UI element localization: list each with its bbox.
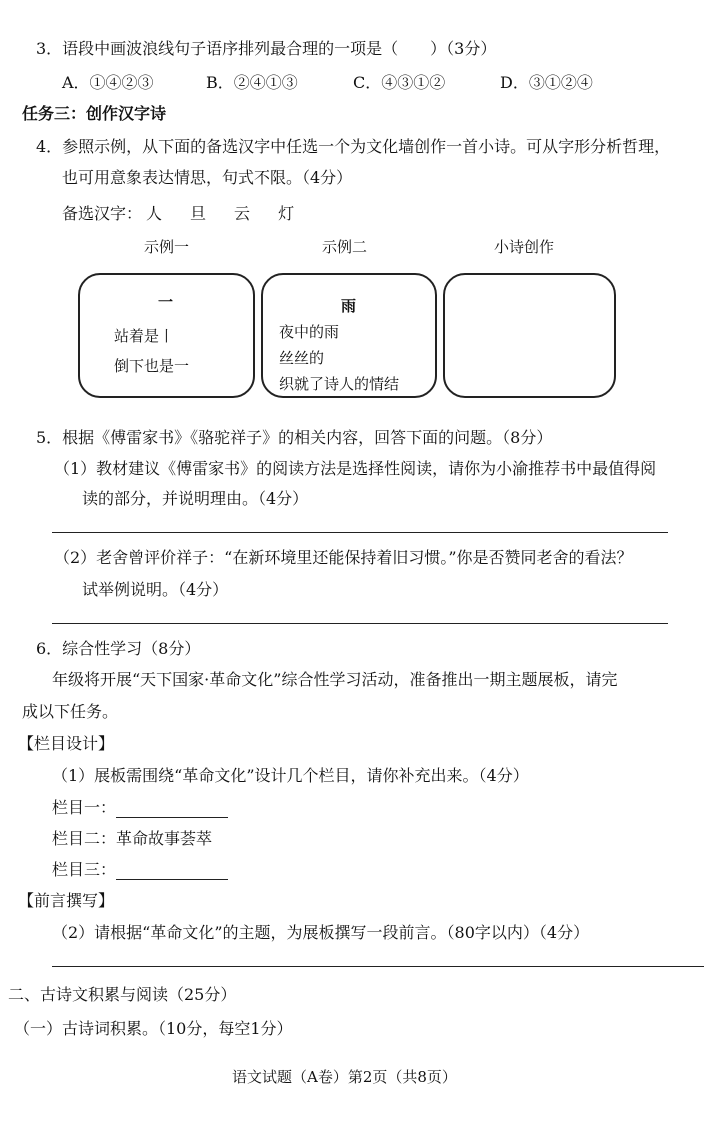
- section2-sub1: （一）古诗词积累。（10分，每空1分）: [14, 1019, 293, 1038]
- candidate-char: 旦: [190, 204, 207, 223]
- column-design-heading: 【栏目设计】: [18, 734, 115, 753]
- q6-intro-line1: 年级将开展“天下国家·革命文化”综合性学习活动，准备推出一期主题展板，请完: [52, 670, 618, 689]
- poem-creation-box[interactable]: [443, 273, 616, 398]
- q3-option-c: C．④③①②: [353, 73, 446, 92]
- column3-blank[interactable]: [116, 861, 228, 880]
- column2-value: 革命故事荟萃: [116, 829, 213, 848]
- example2-line: 夜中的雨: [279, 323, 340, 341]
- candidate-char: 云: [234, 204, 251, 223]
- q6-sub1: （1）展板需围绕“革命文化”设计几个栏目，请你补充出来。（4分）: [52, 766, 529, 785]
- example2-char: 雨: [341, 297, 357, 315]
- section2-title: 二、古诗文积累与阅读（25分）: [8, 985, 237, 1004]
- task3-title: 任务三：创作汉字诗: [22, 104, 167, 123]
- example1-box: [78, 273, 255, 398]
- q5-stem: 5．根据《傅雷家书》《骆驼祥子》的相关内容，回答下面的问题。（8分）: [36, 428, 553, 447]
- q5-sub1-line1: （1）教材建议《傅雷家书》的阅读方法是选择性阅读，请你为小渝推荐书中最值得阅: [54, 459, 657, 478]
- answer-line[interactable]: [52, 532, 668, 533]
- example1-char: 一: [158, 293, 174, 311]
- column2-label: 栏目二：: [52, 829, 117, 848]
- column1-blank[interactable]: [116, 799, 228, 818]
- q3-stem: 3．语段中画波浪线句子语序排列最合理的一项是（ ）（3分）: [36, 39, 497, 58]
- column2-row: [52, 826, 212, 849]
- q3-option-b: B．②④①③: [206, 73, 298, 92]
- q6-sub2: （2）请根据“革命文化”的主题，为展板撰写一段前言。（80字以内）（4分）: [52, 923, 590, 942]
- q5-sub1-line2: 读的部分，并说明理由。（4分）: [82, 489, 309, 508]
- q4-candidates: [62, 201, 294, 224]
- candidate-char: 灯: [278, 204, 295, 223]
- page-footer: 语文试题（A卷）第2页（共8页）: [232, 1068, 457, 1086]
- example2-line: 丝丝的: [279, 349, 325, 367]
- example1-line: 倒下也是一: [114, 357, 190, 375]
- poem-creation-header: 小诗创作: [494, 238, 555, 256]
- q5-sub2-line1: （2）老舍曾评价祥子：“在新环境里还能保持着旧习惯。”你是否赞同老舍的看法？: [54, 548, 633, 567]
- answer-line[interactable]: [52, 623, 668, 624]
- example1-header: 示例一: [144, 238, 190, 256]
- column3-label: 栏目三：: [52, 860, 117, 879]
- q4-stem-line2: 也可用意象表达情思，句式不限。（4分）: [62, 168, 353, 187]
- column3-row: [52, 857, 228, 880]
- q4-stem-line1: 4．参照示例，从下面的备选汉字中任选一个为文化墙创作一首小诗。可从字形分析哲理，: [36, 137, 671, 156]
- example1-line: 站着是丨: [114, 327, 175, 345]
- q6-stem: 6．综合性学习（8分）: [36, 639, 201, 658]
- q3-option-a: A．①④②③: [62, 73, 154, 92]
- q3-option-d: D．③①②④: [500, 73, 593, 92]
- column1-row: [52, 795, 228, 818]
- example2-box: [261, 273, 437, 398]
- candidates-label: 备选汉字：: [62, 204, 143, 223]
- candidate-char: 人: [146, 204, 163, 223]
- answer-line[interactable]: [52, 966, 704, 967]
- q5-sub2-line2: 试举例说明。（4分）: [82, 580, 229, 599]
- q6-intro-line2: 成以下任务。: [22, 702, 119, 721]
- example2-line: 织就了诗人的情结: [279, 375, 400, 393]
- column1-label: 栏目一：: [52, 798, 117, 817]
- example2-header: 示例二: [322, 238, 368, 256]
- preface-heading: 【前言撰写】: [18, 891, 115, 910]
